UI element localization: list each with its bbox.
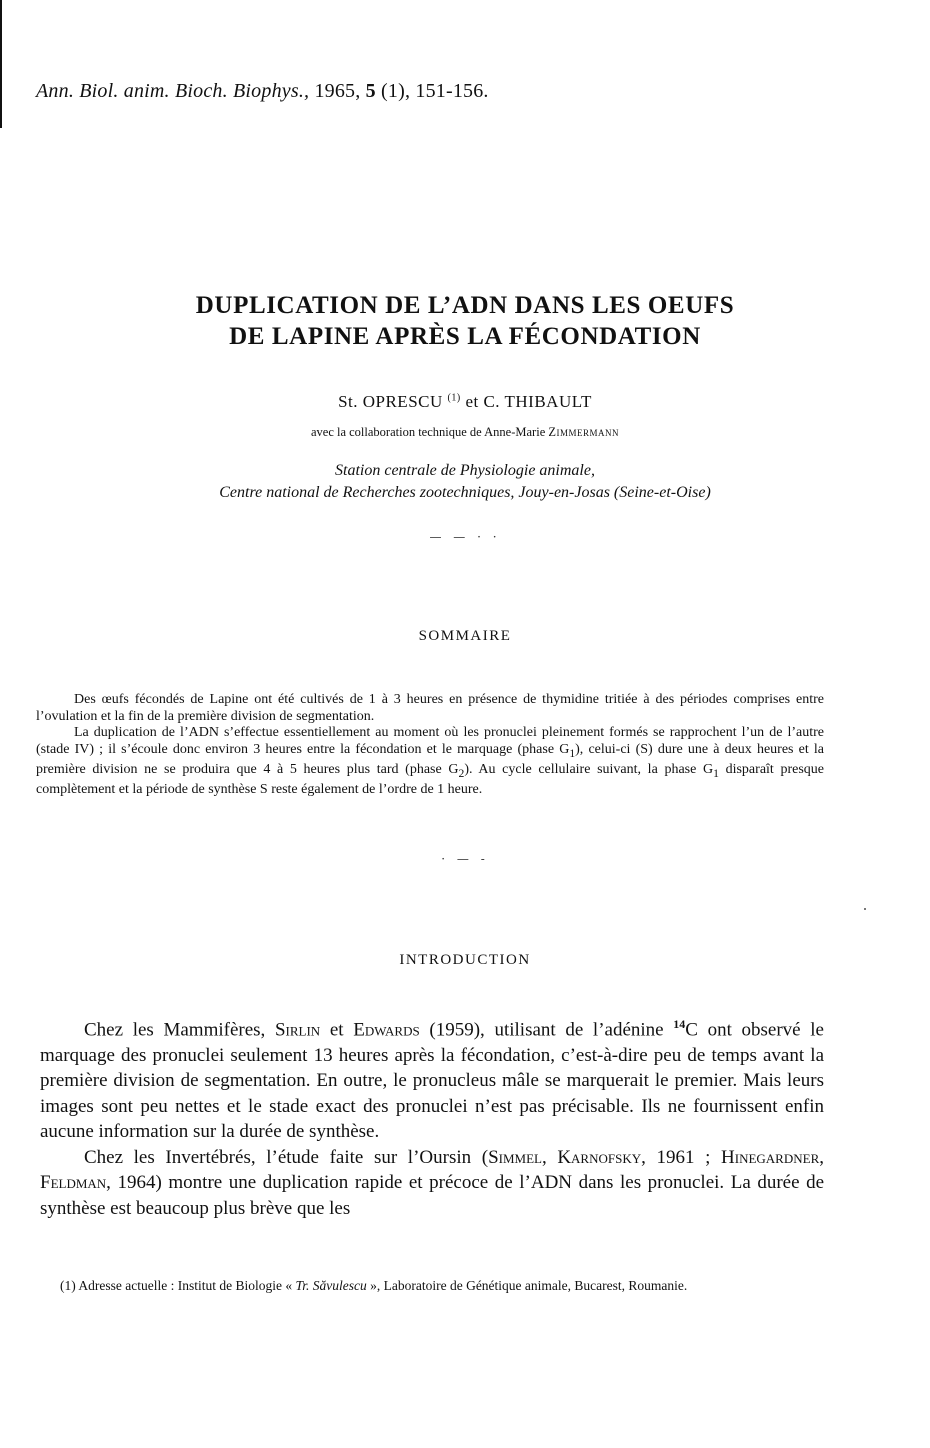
summary-paragraph-2 <box>36 725 824 799</box>
journal-year: 1965, <box>314 80 361 102</box>
summary-p2-part-c: ). Au cycle cellulaire suivant, la phase G <box>464 761 714 777</box>
introduction-heading: INTRODUCTION <box>399 952 531 968</box>
collaborator-name: Zimmermann <box>548 425 620 439</box>
cited-authors-hinegardner-feldman: Hinegardner, Feldman, <box>40 1146 824 1194</box>
margin-rule <box>0 0 2 128</box>
journal-citation <box>36 80 489 103</box>
journal-issue: (1), <box>381 80 411 102</box>
cited-author-sirlin: Sirlin <box>274 1019 321 1041</box>
footnote-text <box>40 1278 826 1294</box>
cited-author-edwards: Edwards <box>353 1019 420 1041</box>
summary-paragraph-1: Des œufs fécondés de Lapine ont été cultivés de 1 à 3 heures en présence de thymidine tritiée à des périodes comprises entre l’ovulation et la fin de la première division de segmentation. <box>36 692 824 724</box>
intro-p1-conj: et <box>329 1019 344 1041</box>
subscript-g2: 2 <box>458 766 465 780</box>
summary-p2-part-a: La duplication de l’ADN s’effectue essentiellement au moment où les pronuclei pleinement formés se rapprochent l’un de l’autre (stade IV) ; il s’écoule donc environ 3 heures entre la fécondation et le marquage (phase G <box>36 725 824 757</box>
author-1-footnote-marker: (1) <box>447 392 461 404</box>
collaboration-line <box>0 425 930 440</box>
scan-speck <box>864 908 866 910</box>
summary-heading: SOMMAIRE <box>418 628 512 644</box>
intro-p2-part-c: 1964) montre une duplication rapide et précoce de l’ADN dans les pronuclei. La durée de synthèse est beaucoup plus brève que les <box>40 1172 825 1219</box>
intro-paragraph-1 <box>40 1012 824 1145</box>
journal-volume: 5 <box>365 80 376 102</box>
separator-2: · — - <box>441 852 489 866</box>
footnote <box>40 1278 826 1294</box>
introduction-body <box>40 1012 824 1221</box>
intro-p2-part-a: Chez les Invertébrés, l’étude faite sur l’Oursin ( <box>84 1146 489 1168</box>
affiliation-line-2: Centre national de Recherches zootechniques, Jouy-en-Josas (Seine-et-Oise) <box>219 484 711 501</box>
intro-p1-part-b: (1959), utilisant de l’adénine <box>429 1019 664 1041</box>
isotope-superscript: 14 <box>673 1017 686 1031</box>
subscript-g1: 1 <box>569 746 576 760</box>
separator-1: — — · · <box>429 530 501 544</box>
intro-p2-part-b: 1961 ; <box>656 1146 711 1168</box>
summary-p2-part-d: disparaît presque complètement et la période de synthèse S reste également de l’ordre de 1 heure. <box>36 761 825 798</box>
intro-paragraph-2 <box>40 1145 824 1222</box>
journal-pages: 151-156. <box>415 80 489 102</box>
author-1: St. OPRESCU <box>338 392 443 411</box>
subscript-g1-second: 1 <box>713 766 719 780</box>
summary-p2-part-b: ), celui-ci (S) dure une à deux heures et la première division ne se produira que 4 à 5 heures plus tard (phase G <box>36 741 824 777</box>
intro-p1-part-a: Chez les Mammifères, <box>84 1019 266 1041</box>
title-line-1: DUPLICATION DE L’ADN DANS LES OEUFS <box>195 292 735 319</box>
journal-name: Ann. Biol. anim. Bioch. Biophys., <box>36 80 310 102</box>
summary-body <box>36 692 824 799</box>
collaboration-prefix: avec la collaboration technique de Anne-Marie <box>310 425 546 439</box>
footnote-marker: (1) <box>60 1278 76 1293</box>
footnote-part-a: Adresse actuelle : Institut de Biologie « <box>78 1278 293 1293</box>
affiliation-line-1: Station centrale de Physiologie animale, <box>335 462 595 479</box>
author-conjunction: et <box>465 392 479 411</box>
authors <box>0 392 930 412</box>
footnote-institute-name: Tr. Săvulescu <box>295 1278 367 1293</box>
footnote-part-b: », Laboratoire de Génétique animale, Bucarest, Roumanie. <box>370 1278 688 1293</box>
intro-p1-part-c: C ont observé le marquage des pronuclei seulement 13 heures après la fécondation, c’est-à-dire peu de temps avant la première division de segmentation. En outre, le pronucleus mâle se marquerait le premier. Mais leurs images sont peu nettes et le stade exact des pronuclei n’est pas précisable. Ils ne fournissent enfin aucune information sur la durée de synthèse. <box>40 1019 824 1143</box>
article-title <box>0 290 930 352</box>
affiliation <box>0 460 930 504</box>
author-2: C. THIBAULT <box>483 392 592 411</box>
title-line-2: DE LAPINE APRÈS LA FÉCONDATION <box>229 323 701 350</box>
cited-authors-simmel-karnofsky: Simmel, Karnofsky, <box>488 1146 646 1168</box>
